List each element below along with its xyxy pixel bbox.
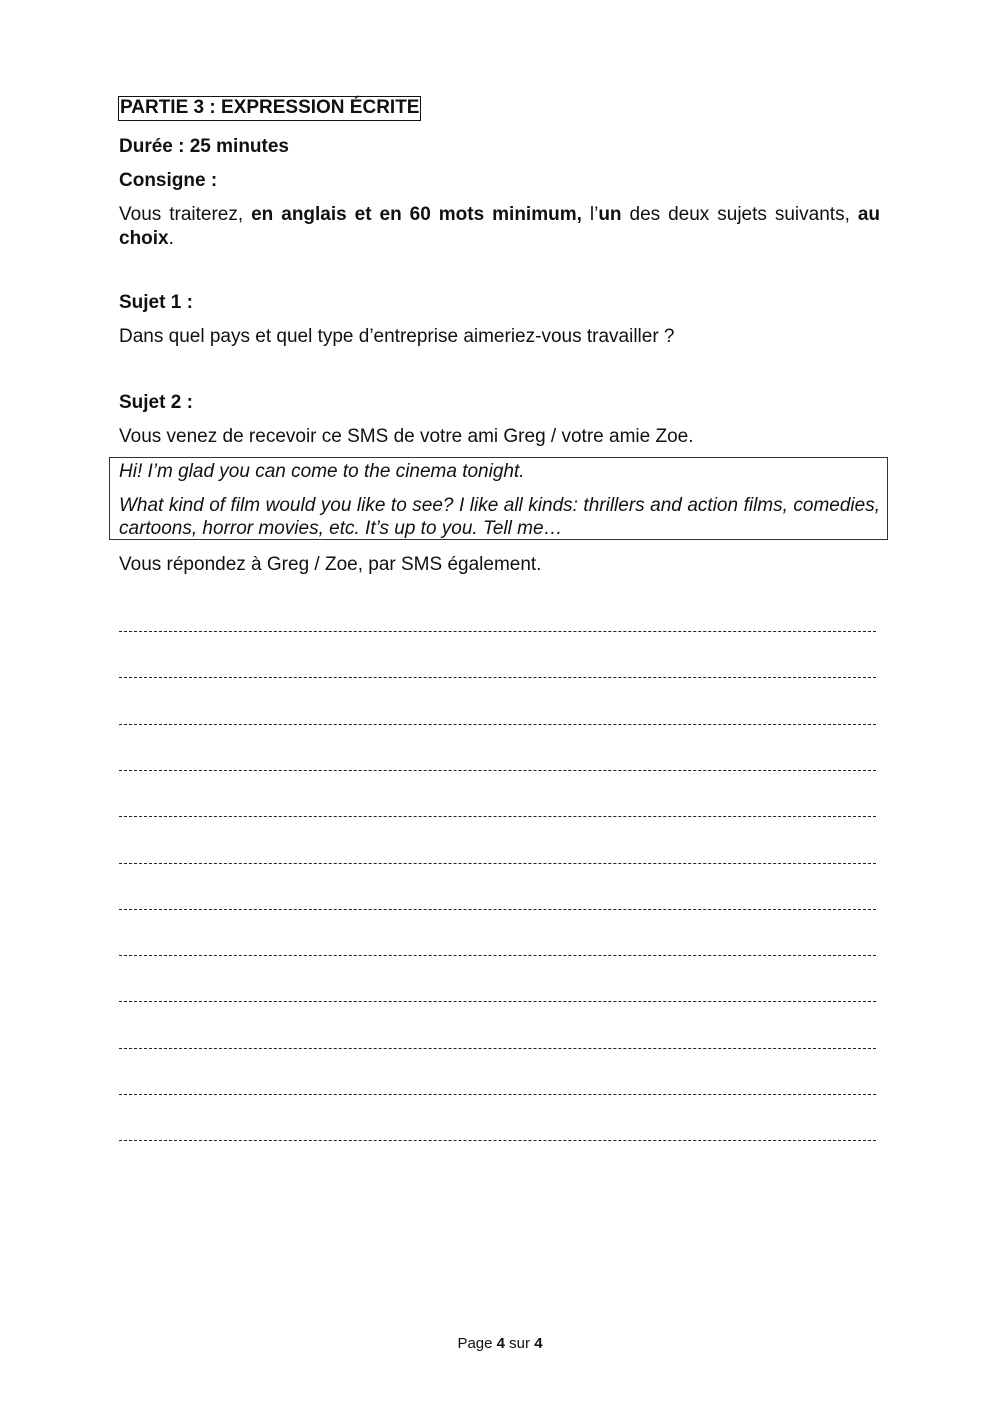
- instruction-emphasis: au choix: [119, 204, 880, 249]
- instruction-part: des deux sujets suivants,: [621, 204, 858, 225]
- instruction-emphasis: en anglais et en 60 mots minimum,: [251, 204, 582, 225]
- reply-instruction: Vous répondez à Greg / Zoe, par SMS également.: [119, 554, 542, 575]
- page-footer: [0, 1335, 1000, 1352]
- answer-line[interactable]: [119, 909, 876, 910]
- answer-line[interactable]: [119, 1140, 876, 1141]
- answer-line[interactable]: [119, 1048, 876, 1049]
- footer-middle: sur: [505, 1335, 535, 1352]
- answer-line[interactable]: [119, 770, 876, 771]
- sujet2-text: Vous venez de recevoir ce SMS de votre ami Greg / votre amie Zoe.: [119, 426, 694, 447]
- instruction-part: l’: [581, 204, 599, 225]
- answer-line[interactable]: [119, 677, 876, 678]
- answer-line[interactable]: [119, 1094, 876, 1095]
- duration-text: Durée : 25 minutes: [119, 136, 289, 157]
- answer-line[interactable]: [119, 1001, 876, 1002]
- answer-line[interactable]: [119, 955, 876, 956]
- sujet2-label: Sujet 2 :: [119, 392, 193, 413]
- instruction-emphasis: un: [598, 204, 622, 225]
- consigne-label: Consigne :: [119, 170, 218, 191]
- footer-page-total: 4: [534, 1335, 543, 1352]
- sms-body: What kind of film would you like to see? I like all kinds: thrillers and action films, comedies, cartoons, horror movies, etc. It’s up to you. Tell me…: [119, 495, 880, 539]
- answer-line[interactable]: [119, 631, 876, 632]
- instruction-paragraph: [119, 203, 880, 251]
- instruction-part: .: [168, 228, 174, 249]
- sms-greeting: Hi! I’m glad you can come to the cinema tonight.: [119, 461, 525, 482]
- footer-page-number: 4: [496, 1335, 505, 1352]
- section-title: PARTIE 3 : EXPRESSION ÉCRITE: [118, 96, 421, 121]
- sujet1-text: Dans quel pays et quel type d’entreprise aimeriez-vous travailler ?: [119, 326, 675, 347]
- answer-line[interactable]: [119, 816, 876, 817]
- answer-line[interactable]: [119, 724, 876, 725]
- answer-line[interactable]: [119, 863, 876, 864]
- footer-prefix: Page: [457, 1335, 497, 1352]
- sujet1-label: Sujet 1 :: [119, 292, 193, 313]
- instruction-part: Vous traiterez,: [119, 204, 252, 225]
